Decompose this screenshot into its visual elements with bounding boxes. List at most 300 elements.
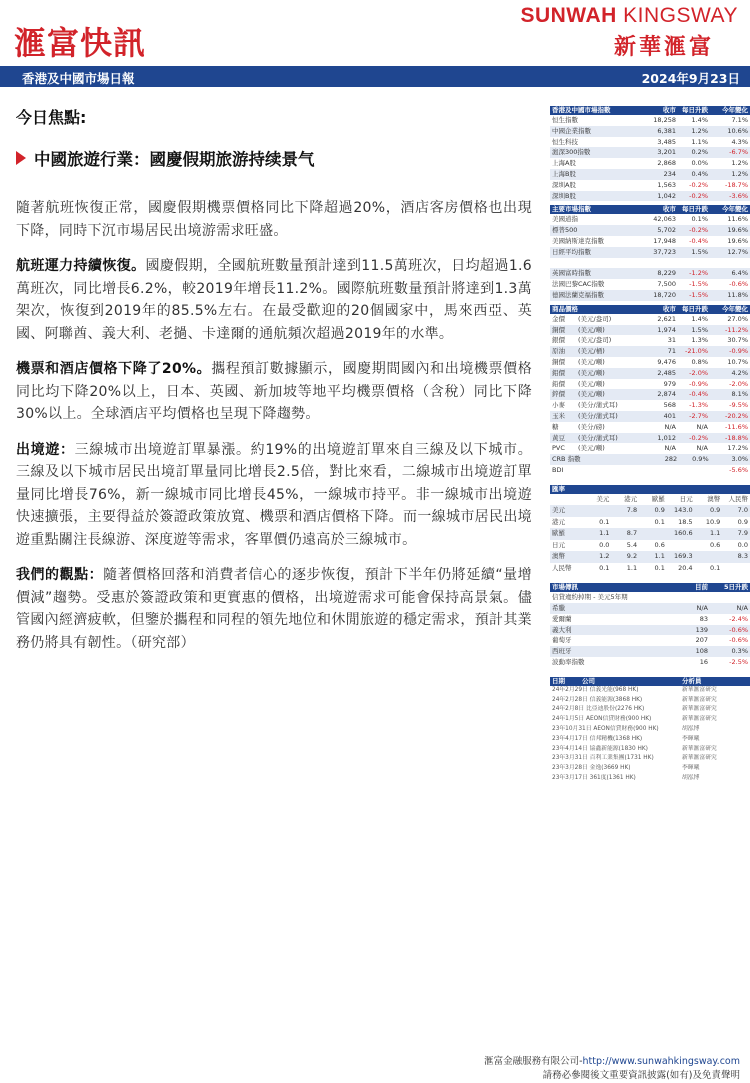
table-cell: 0.0	[737, 540, 749, 549]
table-cell: -0.9%	[689, 379, 708, 388]
header-cell: 主要市場指數	[552, 205, 591, 214]
table-row	[550, 528, 750, 540]
table-cell: 2,874	[657, 390, 676, 399]
table-row	[550, 191, 750, 202]
table-cell: 1,042	[657, 191, 676, 200]
table-cell: 7.1%	[731, 116, 748, 124]
header-cell: 公司	[582, 676, 595, 685]
table-cell: 0.1	[654, 563, 665, 572]
table-cell: 新華滙富研究	[682, 716, 717, 723]
table-cell: (美元/噸)	[578, 368, 605, 377]
table-cell: 23年4月17日 信邦精機(1368 HK)	[552, 735, 643, 742]
table-cell: 1.1	[654, 552, 665, 561]
table-cell: 0.1	[599, 563, 610, 572]
table-cell: 23年10月31日 AEON信貸財務(900 HK)	[552, 725, 659, 732]
header-cell: 歐羅	[651, 494, 665, 503]
table-cell: 234	[663, 169, 676, 178]
table-cell: 深圳A股	[552, 180, 576, 189]
table-cell: 8,229	[657, 269, 676, 278]
table-cell: 港元	[552, 517, 565, 526]
market-rates-table	[550, 583, 750, 668]
table-cell: 新華滙富研究	[682, 745, 717, 752]
table-cell: 2,868	[657, 159, 676, 168]
table-row	[550, 225, 750, 236]
table-cell: -2.5%	[729, 657, 748, 666]
table-row	[550, 592, 750, 603]
table-cell	[693, 551, 721, 563]
table-cell: (美元/桶)	[578, 347, 605, 356]
table-cell: 24年2月28日 信義能源(3868 HK)	[552, 696, 643, 703]
table-cell: -1.3%	[689, 401, 708, 410]
report-banner	[0, 66, 750, 87]
table-cell: -0.2%	[689, 191, 708, 200]
table-cell: -0.2%	[689, 433, 708, 442]
header-cell: 港元	[624, 494, 638, 503]
table-cell: 胡泓博	[682, 774, 700, 781]
table-row	[550, 346, 750, 357]
table-row	[550, 517, 750, 529]
table-cell: N/A	[696, 422, 708, 431]
header-cell: 商品價格	[552, 304, 578, 313]
header-cell: 市場傳訊	[552, 583, 578, 592]
table-cell: 401	[663, 411, 676, 420]
table-cell: 0.1%	[691, 215, 708, 224]
header-cell: 收市	[663, 205, 676, 214]
table-cell: -2.7%	[689, 411, 708, 420]
table-cell: 9,476	[657, 357, 676, 366]
header-cell: 日元	[679, 494, 693, 503]
table-cell: 日元	[552, 540, 565, 549]
table-header	[550, 106, 750, 115]
table-cell	[578, 465, 644, 476]
table-cell: 7.0	[737, 506, 749, 515]
table-row	[550, 657, 750, 668]
table-cell: 0.9%	[692, 455, 709, 464]
table-body	[550, 214, 750, 300]
table-cell: 德國法蘭克福指數	[552, 290, 604, 299]
table-cell: 6.4%	[731, 269, 748, 278]
table-cell: -20.2%	[725, 411, 748, 420]
table-cell: 0.8%	[691, 357, 708, 366]
paragraph: 出境遊：三線城市出境遊訂單暴漲。約19%的出境遊訂單來自三線及以下城市。三線及以下城市居民出境訂單量同比增長2.5倍，對比來看，二線城市出境遊訂單量同比增長76%，新一線城市同比增長45%，一線城市持平。非一線城市出境遊快速擴張，主要得益於簽證政策放寬、機票和酒店價格下降。而一線城市居民出境遊重點關注長線游、深度遊等需求，客單價仍遠高於三線城市。	[16, 441, 533, 548]
header-cell: 澳幣	[707, 494, 721, 503]
table-cell: 法國巴黎CAC指數	[552, 280, 605, 289]
table-cell: 1.4%	[691, 116, 708, 124]
table-row	[550, 357, 750, 368]
table-cell: 1.1%	[691, 137, 708, 146]
table-row	[550, 465, 750, 476]
table-cell: 0.9	[737, 517, 749, 526]
table-cell: 信貸違約掉期 - 美元5年期	[552, 593, 628, 602]
table-cell	[610, 614, 676, 625]
header-cell: 美元	[596, 494, 610, 503]
table-row	[550, 247, 750, 258]
table-cell: -6.7%	[729, 148, 748, 157]
table-cell: 1.1	[599, 529, 610, 538]
table-cell: 207	[695, 636, 708, 645]
table-cell: 1,563	[657, 180, 676, 189]
table-cell	[610, 635, 676, 646]
table-cell: 23年3月17日 361度(1361 HK)	[552, 774, 636, 781]
table-cell: 16	[699, 657, 708, 666]
ipo-table	[550, 677, 750, 784]
table-cell: 11.6%	[727, 215, 748, 224]
table-cell: -0.2%	[689, 180, 708, 189]
table-header: 匯率	[550, 485, 750, 494]
table-cell: 7.8	[626, 506, 638, 515]
table-cell	[637, 528, 665, 540]
table-header	[550, 305, 750, 314]
table-cell: (美分/磅)	[578, 422, 605, 431]
table-row	[550, 180, 750, 191]
table-cell: 1.3%	[691, 336, 708, 345]
table-cell: -2.0%	[729, 379, 748, 388]
table-row	[550, 214, 750, 225]
company-logo-en	[520, 4, 738, 28]
table-cell: N/A	[736, 604, 748, 612]
table-body	[550, 314, 750, 476]
table-cell: 美國納斯達克指數	[552, 236, 604, 245]
table-cell: -0.9%	[729, 347, 748, 356]
table-cell	[685, 592, 713, 603]
hk-china-index-table	[550, 106, 750, 201]
table-row	[550, 433, 750, 444]
header-cell: 每日升跌	[682, 205, 708, 214]
global-index-table	[550, 205, 750, 300]
table-row	[550, 725, 750, 735]
table-cell: 10.6%	[727, 126, 748, 135]
table-cell: 人民幣	[552, 563, 572, 572]
table-cell: 0.1	[599, 517, 610, 526]
table-cell: 282	[664, 455, 678, 464]
table-cell: (美元/噸)	[578, 390, 605, 399]
table-cell: -0.6%	[729, 280, 748, 289]
table-cell: 1.2	[599, 552, 610, 561]
table-cell: 24年2月29日 信義光能(968 HK)	[552, 686, 639, 693]
table-cell: 5.4	[626, 540, 638, 549]
table-cell: 波動率指數	[552, 657, 585, 666]
table-row	[550, 614, 750, 625]
report-name: 香港及中國市場日報	[22, 71, 135, 86]
table-cell	[708, 258, 748, 269]
header-cell: 每日升跌	[682, 304, 708, 313]
table-cell	[610, 657, 676, 668]
table-cell: 標普500	[552, 226, 578, 235]
table-cell: 169.3	[673, 552, 693, 561]
table-cell: 18.5	[678, 517, 693, 526]
table-cell	[581, 454, 646, 465]
table-body	[550, 115, 750, 201]
header-cell: 5日升跌	[723, 583, 748, 592]
table-cell: 2,621	[657, 314, 676, 323]
table-cell: 24年2月8日 比亞迪股份(2276 HK)	[552, 706, 645, 713]
logo-en-bold: SUNWAH	[520, 4, 617, 27]
table-cell: 1,974	[657, 325, 676, 334]
table-cell	[582, 505, 610, 517]
table-cell	[644, 465, 676, 476]
table-cell: 5,702	[657, 226, 676, 235]
table-cell	[628, 592, 686, 603]
table-row	[550, 625, 750, 636]
table-cell: 金價	[552, 314, 565, 323]
table-row	[550, 325, 750, 336]
table-cell: 西班牙	[552, 647, 572, 656]
table-row	[550, 258, 750, 269]
table-cell: 1.5%	[691, 247, 708, 256]
table-cell: 10.9	[705, 517, 721, 526]
table-cell	[644, 258, 676, 269]
table-cell: 143.0	[673, 506, 693, 515]
paragraph: 機票和酒店價格下降了20%。攜程預訂數據顯示，國慶期間國內和出境機票價格同比均下降20%以上，日本、英國、新加坡等地平均機票價格（含稅）同比下降30%以上。全球酒店平均價格也呈現下降趨勢。	[16, 361, 532, 422]
paragraph: 我們的觀點：隨著價格回落和消費者信心的逐步恢復，預計下半年仍將延續“量增價減”趨勢。受惠於簽證政策和更實惠的價格，出境遊需求可能會保持高景氣。儘管國內經濟疲軟，但鑒於攜程和同程的領先地位和休閒旅遊的穩定需求，預計其業務仍將具有韌性。（研究部）	[16, 567, 532, 651]
table-cell: 美國道指	[552, 215, 578, 224]
table-cell: 0.6	[709, 540, 721, 549]
header-cell: 分析員	[682, 676, 702, 685]
table-cell: 24年1月5日 AEON信貸財務(900 HK)	[552, 716, 652, 723]
table-row	[550, 389, 750, 400]
table-row	[550, 686, 750, 696]
paragraph: 航班運力持續恢復。國慶假期，全國航班數量預計達到11.5萬班次，日均超過1.6萬班次，同比增長6.2%，較2019年增長11.2%。國際航班數量預計將達到1.3萬架次，恢復到2019年的85.5%左右。在最受歡迎的20個國家中，馬來西亞、英國、阿聯酋、義大利、老撾、卡達爾的通航頻次超過2019年的水準。	[16, 258, 532, 342]
table-cell: -9.5%	[729, 401, 748, 410]
table-cell: 4.3%	[731, 137, 748, 146]
table-row	[550, 505, 750, 517]
fx-table	[550, 485, 750, 575]
table-cell: 7.9	[737, 529, 749, 538]
table-cell: -5.6%	[729, 465, 748, 474]
table-cell: 18,720	[653, 290, 676, 299]
table-cell: 9.2	[626, 552, 638, 561]
table-row	[550, 603, 750, 614]
table-cell: -2.4%	[729, 614, 748, 623]
table-cell: -0.6%	[729, 636, 748, 645]
table-cell: 胡泓博	[682, 725, 700, 732]
table-cell: 19.6%	[727, 226, 748, 235]
table-cell: 23年3月28日 金逸(3669 HK)	[552, 765, 631, 772]
table-cell	[610, 603, 676, 614]
table-row	[550, 705, 750, 715]
table-cell: 30.7%	[727, 336, 748, 345]
table-cell: 7,500	[657, 280, 676, 289]
table-cell: -2.0%	[689, 368, 708, 377]
footer-link[interactable]: http://www.sunwahkingsway.com	[582, 1056, 740, 1067]
table-cell: 8.3	[737, 552, 749, 561]
table-cell	[720, 563, 748, 575]
header-cell: 日期	[552, 676, 565, 685]
header-cell: 目前	[695, 583, 708, 592]
table-cell	[610, 625, 676, 636]
commodity-table	[550, 305, 750, 476]
table-cell: 糖	[552, 422, 559, 431]
table-row	[550, 379, 750, 390]
table-cell: 37,723	[653, 247, 676, 256]
table-cell	[665, 540, 693, 552]
table-cell: 李暉曦	[682, 735, 700, 742]
table-cell: 2,485	[657, 368, 676, 377]
table-cell: 8.7	[626, 529, 638, 538]
table-cell: N/A	[664, 444, 676, 453]
table-cell: 979	[663, 379, 676, 388]
table-cell: 17.2%	[727, 444, 748, 453]
table-cell: 139	[695, 625, 708, 634]
table-body	[550, 592, 750, 668]
header-cell	[578, 305, 644, 314]
table-cell: (美元/盎司)	[578, 336, 612, 345]
table-row	[550, 551, 750, 563]
table-cell: 上海A股	[552, 159, 576, 168]
table-cell: 83	[699, 614, 708, 623]
table-cell: (美元/噸)	[578, 357, 605, 366]
table-row	[550, 411, 750, 422]
brand-title: 滙富快訊	[14, 24, 147, 62]
table-cell: 歐羅	[552, 529, 565, 538]
table-row	[550, 137, 750, 148]
table-cell: 鋁價	[552, 368, 565, 377]
table-cell: 31	[667, 336, 676, 345]
table-cell: 美元	[552, 506, 565, 515]
table-row	[550, 494, 750, 506]
headline-text: 中國旅遊行業：國慶假期旅游持续景气	[34, 150, 315, 169]
table-cell: 鉛價	[552, 379, 565, 388]
table-cell: 黃豆	[552, 433, 565, 442]
table-cell: (美元/噸)	[578, 444, 605, 453]
table-cell: 1.2%	[731, 159, 748, 168]
table-cell: -18.7%	[725, 180, 748, 189]
table-cell: 滬深300指數	[552, 148, 591, 157]
table-cell: 銅價	[552, 357, 565, 366]
table-row	[550, 268, 750, 279]
table-row	[550, 563, 750, 575]
table-cell: (美分/蒲式耳)	[578, 433, 618, 442]
table-cell: -11.2%	[725, 325, 748, 334]
table-row	[550, 158, 750, 169]
table-cell: -0.4%	[689, 236, 708, 245]
table-cell: 3,201	[657, 148, 676, 157]
header-cell: 收市	[663, 304, 676, 313]
table-cell: 1.5%	[691, 325, 708, 334]
table-cell: (美分/蒲式耳)	[578, 411, 618, 420]
table-cell: 3.0%	[731, 455, 749, 464]
table-body	[550, 686, 750, 784]
table-cell: 李暉曦	[682, 765, 700, 772]
table-cell: 3,485	[657, 137, 676, 146]
table-cell: 0.9	[654, 506, 665, 515]
header-cell: 今年變化	[722, 106, 748, 114]
table-cell: 澳幣	[552, 552, 565, 561]
table-cell: -21.0%	[685, 347, 708, 356]
table-cell: 6,381	[657, 126, 676, 135]
table-cell: 愛爾蘭	[552, 614, 572, 623]
header-cell: 每日升跌	[682, 106, 708, 114]
table-cell: 1.1	[709, 529, 721, 538]
table-cell: 上海B股	[552, 169, 576, 178]
table-cell: 20.4	[678, 563, 693, 572]
header-cell: 今年變化	[722, 304, 748, 313]
table-row	[550, 422, 750, 433]
table-cell	[609, 517, 637, 529]
triangle-bullet-icon	[16, 151, 26, 165]
table-cell: 新華滙富研究	[682, 686, 717, 693]
table-row	[550, 646, 750, 657]
table-row	[550, 147, 750, 158]
logo-en-thin: KINGSWAY	[616, 4, 738, 27]
footer-company	[484, 1053, 740, 1067]
table-cell: 4.2%	[731, 368, 748, 377]
table-cell: 葡萄牙	[552, 636, 572, 645]
table-cell: (美元/盎司)	[578, 314, 612, 323]
table-row	[550, 115, 750, 126]
table-cell: (美分/蒲式耳)	[578, 401, 618, 410]
company-logo-zh: 新華滙富	[613, 35, 714, 60]
table-cell: PVC	[552, 444, 565, 453]
header-cell	[552, 494, 582, 506]
market-data-sidebar	[550, 106, 750, 784]
table-row	[550, 400, 750, 411]
table-cell: 19.6%	[727, 236, 748, 245]
table-row	[550, 696, 750, 706]
table-row	[550, 635, 750, 646]
table-cell: 英國富時指數	[552, 269, 591, 278]
table-header	[550, 205, 750, 214]
table-cell: 17,948	[653, 236, 676, 245]
header-cell: 今年變化	[722, 205, 748, 214]
table-cell: 玉米	[552, 411, 565, 420]
table-cell: -11.6%	[725, 422, 748, 431]
table-cell: 568	[663, 401, 676, 410]
table-cell: 1.2%	[731, 169, 748, 178]
table-row	[550, 774, 750, 784]
table-row	[550, 314, 750, 325]
table-cell: 8.1%	[731, 390, 748, 399]
table-row	[550, 290, 750, 301]
table-cell: -18.8%	[725, 433, 748, 442]
table-row	[550, 169, 750, 180]
table-cell: 71	[667, 347, 676, 356]
table-cell: N/A	[664, 422, 676, 431]
table-cell: -1.5%	[689, 280, 708, 289]
table-cell	[552, 258, 644, 269]
table-cell: 日經平均指數	[552, 247, 591, 256]
table-body	[550, 494, 750, 575]
table-cell: 108	[695, 647, 708, 656]
table-cell: 原油	[552, 347, 565, 356]
table-cell: 1.2%	[691, 126, 708, 135]
table-header	[550, 583, 750, 592]
table-header	[550, 677, 750, 686]
table-cell: 0.3%	[731, 647, 748, 656]
table-cell: 恒生指數	[552, 116, 578, 124]
table-cell: 27.0%	[727, 314, 748, 323]
table-cell: 0.1	[654, 517, 665, 526]
table-cell: 1.1	[626, 563, 638, 572]
table-cell: 0.1	[709, 563, 721, 572]
table-cell: 12.7%	[727, 247, 748, 256]
table-row	[550, 735, 750, 745]
table-row	[550, 754, 750, 764]
footer-company-name: 滙富金融服務有限公司-	[484, 1056, 583, 1067]
table-cell	[713, 592, 748, 603]
table-cell: CRB 指數	[552, 455, 581, 464]
header-cell: 香港及中國市場指數	[552, 106, 611, 114]
table-row	[550, 443, 750, 454]
table-cell: -0.6%	[729, 625, 748, 634]
table-cell: 小麥	[552, 401, 565, 410]
table-row	[550, 715, 750, 725]
table-cell: 1.4%	[691, 314, 708, 323]
table-cell: 1,012	[657, 433, 676, 442]
table-row	[550, 236, 750, 247]
paragraph: 隨著航班恢復正常，國慶假期機票價格同比下降超過20%，酒店客房價格也出現下降，同時下沉市場居民出境游需求旺盛。	[16, 200, 532, 239]
table-cell: 42,063	[653, 215, 676, 224]
